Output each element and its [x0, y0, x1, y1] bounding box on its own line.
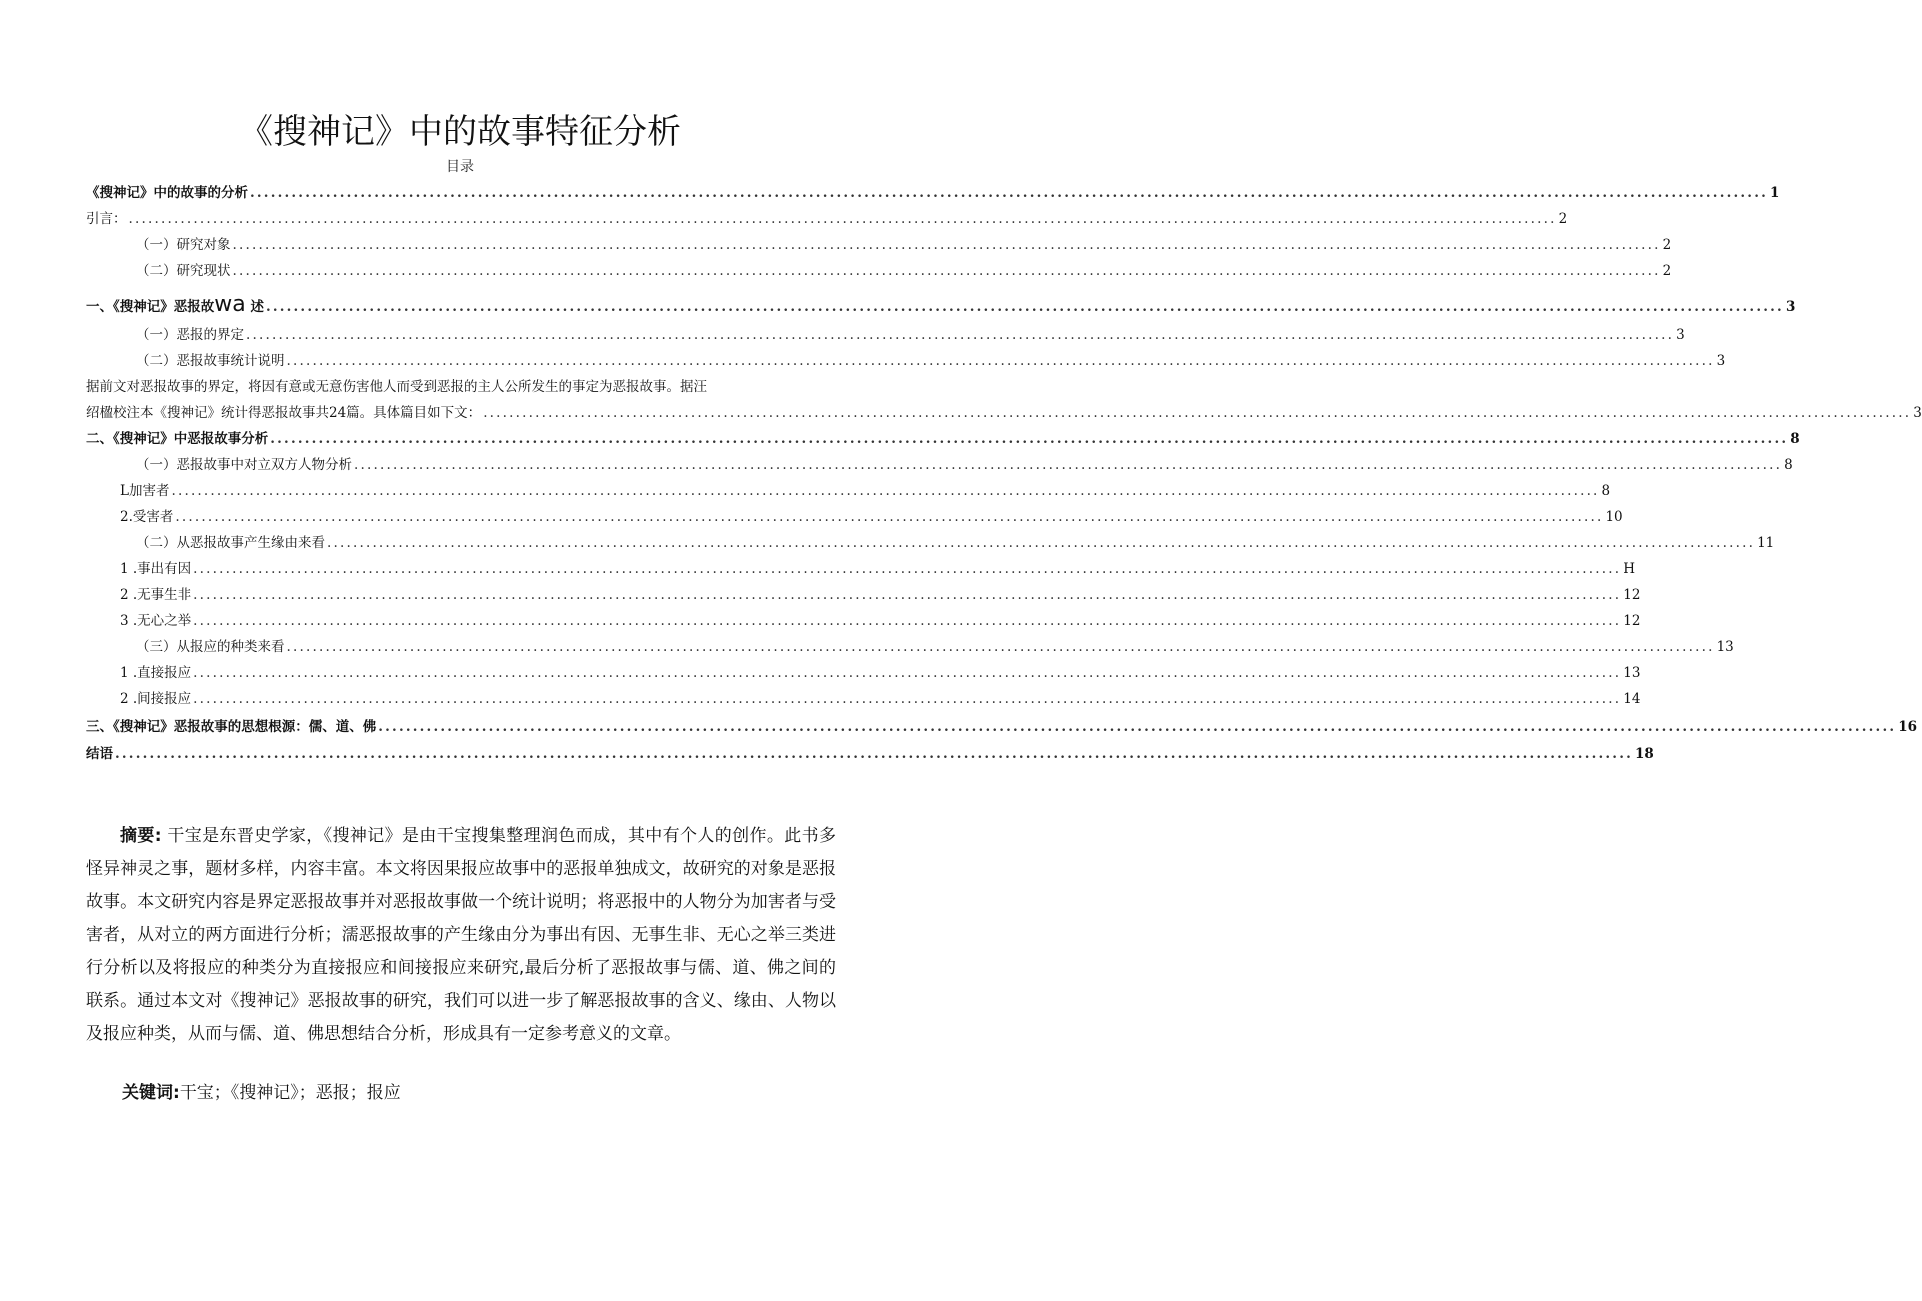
toc-entry-label: 2 .无事生非	[120, 587, 192, 603]
toc-entry[interactable]	[86, 532, 1775, 554]
toc-entry-page: 2	[1558, 211, 1568, 227]
toc-entry-page: 1	[1770, 185, 1780, 201]
toc-leader-dots: ............................................................................................................................................................................................................................	[250, 185, 1768, 201]
abstract-label: 摘要:	[120, 826, 162, 846]
toc-leader-dots: ............................................................................................................................................................................................................................	[327, 535, 1756, 551]
toc-entry-page: 3	[1785, 299, 1796, 315]
toc-entry-label: 三、《搜神记》恶报故事的思想根源：儒、道、佛	[86, 719, 377, 735]
toc-entry[interactable]	[86, 208, 1568, 230]
toc-leader-dots: ............................................................................................................................................................................................................................	[286, 353, 1715, 369]
toc-entry-label: 3 .无心之举	[120, 613, 192, 629]
document-title: 《搜神记》中的故事特征分析	[239, 112, 681, 152]
toc-entry-page: 3	[1676, 327, 1685, 343]
toc-leader-dots: ............................................................................................................................................................................................................................	[232, 237, 1661, 253]
toc-entry[interactable]	[86, 350, 1726, 372]
toc-entry[interactable]	[86, 558, 1636, 580]
keywords-line	[122, 1078, 822, 1108]
toc-entry-label	[86, 292, 264, 318]
toc-paragraph-line1: 据前文对恶报故事的界定，将因有意或无意伤害他人而受到恶报的主人公所发生的事定为恶报故事。据汪	[86, 379, 707, 395]
toc-leader-dots: ............................................................................................................................................................................................................................	[193, 691, 1622, 707]
toc-entry-label-glyph: wa	[214, 292, 246, 317]
toc-entry-label: （二）从恶报故事产生缘由来看	[136, 535, 325, 551]
toc-entry-label-text: 一、《搜神记》恶报故	[86, 299, 215, 315]
toc-entry-page: 12	[1623, 587, 1641, 603]
toc-entry-label: （三）从报应的种类来看	[136, 639, 285, 655]
toc-leader-dots: ............................................................................................................................................................................................................................	[378, 719, 1897, 735]
toc-entry[interactable]	[86, 234, 1672, 256]
toc-entry-page: 8	[1784, 457, 1793, 473]
toc-entry-page: 3	[1913, 405, 1922, 421]
toc-entry-page: 3	[1716, 353, 1726, 369]
toc-entry-label: （一）研究对象	[136, 237, 231, 253]
toc-entry-label-suffix: 述	[250, 299, 264, 315]
toc-entry-label: 2.受害者	[120, 509, 174, 525]
toc-entry-label: L加害者	[120, 483, 170, 499]
toc-entry-page: 13	[1623, 665, 1641, 681]
toc-entry-page: 14	[1623, 691, 1641, 707]
toc-entry[interactable]	[86, 324, 1685, 346]
toc-entry[interactable]	[86, 584, 1641, 606]
toc-leader-dots: ............................................................................................................................................................................................................................	[232, 263, 1661, 279]
toc-entry-label: 结语	[86, 746, 113, 762]
toc-entry-label: （一）恶报故事中对立双方人物分析	[136, 457, 352, 473]
toc-entry-page: H	[1623, 561, 1636, 577]
toc-leader-dots: ............................................................................................................................................................................................................................	[286, 639, 1715, 655]
toc-entry[interactable]	[86, 636, 1734, 658]
toc-leader-dots: ............................................................................................................................................................................................................................	[265, 299, 1784, 315]
toc-entry-page: 12	[1623, 613, 1641, 629]
abstract-text: 干宝是东晋史学家，《搜神记》是由干宝搜集整理润色而成，其中有个人的创作。此书多怪异神灵之事，题材多样，内容丰富。本文将因果报应故事中的恶报单独成文，故研究的对象是恶报故事。本文研究内容是界定恶报故事并对恶报故事做一个统计说明；将恶报中的人物分为加害者与受害者，从对立的两方面进行分析；濡恶报故事的产生缘由分为事出有因、无事生非、无心之举三类进行分析以及将报应的种类分为直接报应和间接报应来研究,最后分析了恶报故事与儒、道、佛之间的联系。通过本文对《搜神记》恶报故事的研究，我们可以进一步了解恶报故事的含义、缘由、人物以及报应种类，从而与儒、道、佛思想结合分析，形成具有一定参考意义的文章。	[86, 826, 836, 1044]
toc-leader-dots: ............................................................................................................................................................................................................................	[193, 665, 1622, 681]
toc-leader-dots: ............................................................................................................................................................................................................................	[483, 405, 1912, 421]
toc-entry-label: （二）恶报故事统计说明	[136, 353, 285, 369]
toc-leader-dots: ............................................................................................................................................................................................................................	[128, 211, 1557, 227]
toc-entry[interactable]	[86, 662, 1641, 684]
toc-entry-page: 16	[1898, 719, 1918, 735]
toc-entry-label: 引言：	[86, 211, 127, 227]
toc-paragraph-entry[interactable]	[86, 374, 1922, 426]
toc-heading: 目录	[446, 159, 474, 175]
toc-entry-page: 8	[1790, 431, 1800, 447]
toc-entry-page: 2	[1662, 237, 1672, 253]
toc-entry-label: 2 .间接报应	[120, 691, 192, 707]
toc-leader-dots: ............................................................................................................................................................................................................................	[270, 431, 1789, 447]
toc-entry-page: 18	[1635, 746, 1654, 762]
toc-entry-label: 《搜神记》中的故事的分析	[86, 185, 248, 201]
toc-entry-label: 1 .事出有因	[120, 561, 192, 577]
toc-entry-page: 2	[1662, 263, 1672, 279]
toc-entry-label: 绍楹校注本《搜神记》统计得恶报故事共24篇。具体篇目如下文：	[86, 405, 482, 421]
toc-leader-dots: ............................................................................................................................................................................................................................	[171, 483, 1600, 499]
toc-leader-dots: ............................................................................................................................................................................................................................	[246, 327, 1675, 343]
toc-entry[interactable]	[86, 688, 1641, 710]
toc-leader-dots: ............................................................................................................................................................................................................................	[175, 509, 1604, 525]
toc-entry[interactable]	[86, 454, 1793, 476]
toc-entry-label: （二）研究现状	[136, 263, 231, 279]
toc-entry[interactable]	[86, 610, 1641, 632]
keywords-text: 干宝；《搜神记》；恶报；报应	[179, 1083, 401, 1103]
toc-entry-label: 二、《搜神记》中恶报故事分析	[86, 431, 269, 447]
toc-entry-page: 11	[1757, 535, 1775, 551]
abstract-paragraph	[86, 820, 836, 1051]
toc-entry[interactable]	[86, 743, 1654, 765]
toc-entry-page: 13	[1716, 639, 1734, 655]
toc-leader-dots: ............................................................................................................................................................................................................................	[354, 457, 1783, 473]
toc-entry[interactable]	[86, 506, 1623, 528]
toc-entry-label: （一）恶报的界定	[136, 327, 244, 343]
toc-leader-dots: ............................................................................................................................................................................................................................	[193, 561, 1622, 577]
toc-leader-dots: ............................................................................................................................................................................................................................	[115, 746, 1633, 762]
toc-paragraph-line2	[86, 400, 1922, 426]
toc-leader-dots: ............................................................................................................................................................................................................................	[193, 613, 1622, 629]
toc-leader-dots: ............................................................................................................................................................................................................................	[193, 587, 1622, 603]
toc-entry-page: 8	[1601, 483, 1611, 499]
toc-entry[interactable]	[86, 716, 1918, 738]
toc-entry[interactable]	[86, 182, 1780, 204]
toc-entry[interactable]	[86, 480, 1611, 502]
keywords-label: 关键词:	[122, 1083, 180, 1103]
toc-entry[interactable]	[86, 292, 1796, 318]
toc-entry[interactable]	[86, 260, 1672, 282]
toc-entry[interactable]	[86, 428, 1800, 450]
toc-entry-label: 1 .直接报应	[120, 665, 192, 681]
toc-entry-page: 10	[1605, 509, 1623, 525]
